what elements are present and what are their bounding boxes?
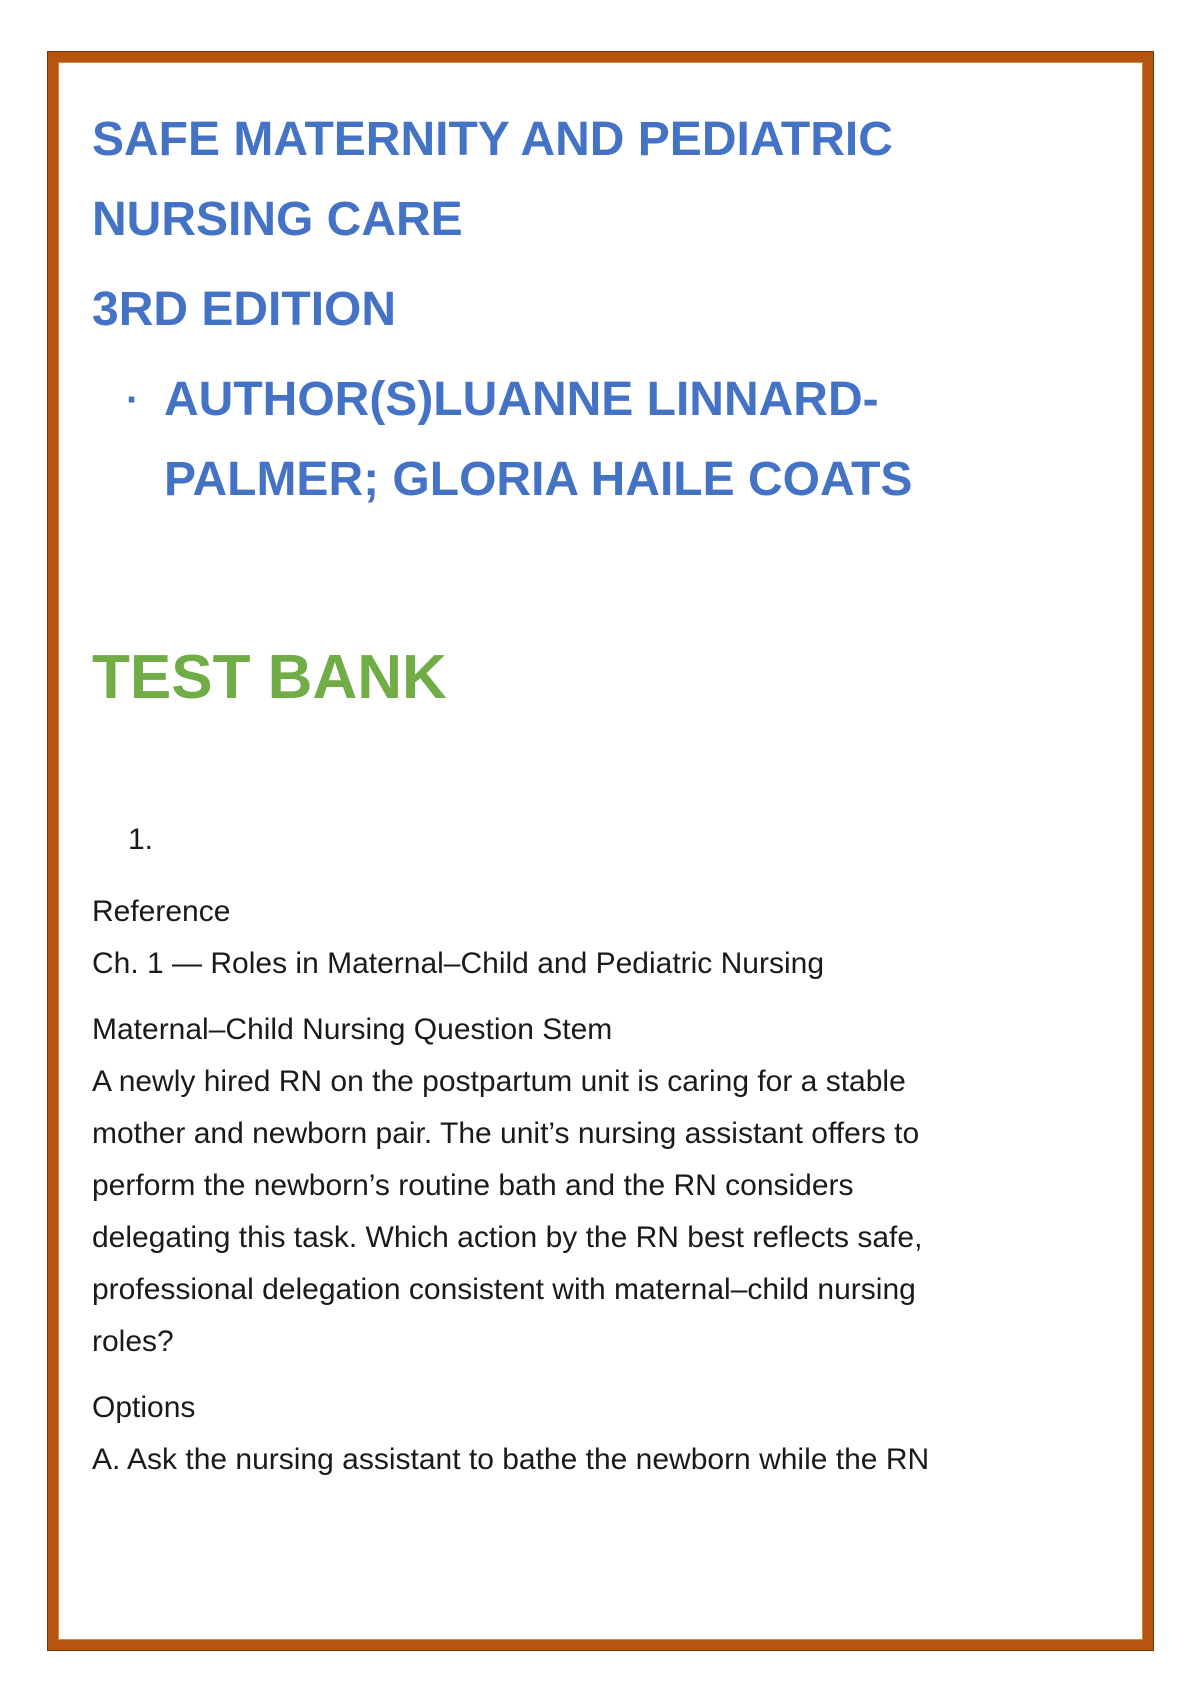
reference-label: Reference — [92, 895, 231, 928]
question-stem — [92, 1056, 1052, 1368]
book-title-line-2: NURSING CARE — [92, 193, 463, 246]
question-stem-line: mother and newborn pair. The unit’s nursing assistant offers to — [92, 1117, 920, 1150]
reference-text: Ch. 1 — Roles in Maternal–Child and Pediatric Nursing — [92, 947, 825, 980]
authors-line-2: PALMER; GLORIA HAILE COATS — [164, 453, 913, 506]
question-number: 1. — [128, 823, 154, 856]
authors-block — [92, 360, 1052, 520]
question-block — [92, 814, 1052, 1486]
test-bank-heading: TEST BANK — [92, 643, 447, 712]
authors-line-1: AUTHOR(S)LUANNE LINNARD- — [164, 373, 879, 426]
book-title — [92, 100, 1052, 260]
book-title-line-1: SAFE MATERNITY AND PEDIATRIC — [92, 113, 893, 166]
bullet-icon: · — [126, 378, 140, 422]
options-label: Options — [92, 1391, 196, 1424]
question-stem-line: perform the newborn’s routine bath and the RN considers — [92, 1169, 854, 1202]
edition-heading: 3RD EDITION — [92, 283, 397, 336]
question-stem-line: A newly hired RN on the postpartum unit is caring for a stable — [92, 1065, 906, 1098]
option-a: A. Ask the nursing assistant to bathe the newborn while the RN — [92, 1443, 930, 1476]
question-stem-line: delegating this task. Which action by the RN best reflects safe, — [92, 1221, 923, 1254]
question-stem-line: roles? — [92, 1325, 174, 1358]
question-stem-label: Maternal–Child Nursing Question Stem — [92, 1013, 613, 1046]
document-content — [92, 100, 1052, 1486]
question-stem-line: professional delegation consistent with maternal–child nursing — [92, 1273, 916, 1306]
